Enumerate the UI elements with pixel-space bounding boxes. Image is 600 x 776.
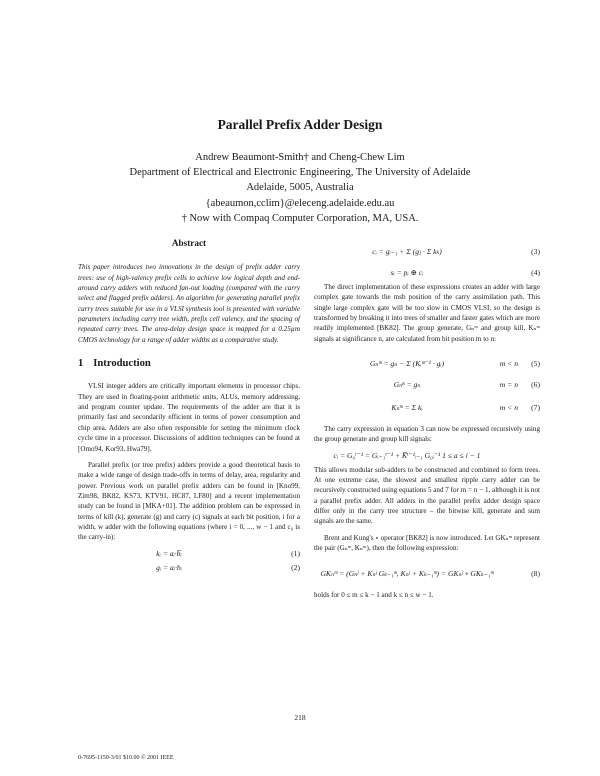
equation-8-condition: holds for 0 ≤ m ≤ k − 1 and k ≤ n ≤ w − 1.	[314, 590, 434, 599]
equation-recursive-body: cᵢ = G₀ⁱ⁻¹ = Gᵢ₋₁ⁱ⁻¹ + K̅ⁱ⁻¹ᵢ₋₁ G₀ᵢ⁻¹ 1 ≤ a ≤ i − 1	[333, 450, 481, 460]
equation-5-body: Gₙᵐ = gₙ − Σ (Kᵢᵐ⁻¹ · gᵢ)	[369, 359, 445, 369]
equation-3-body: cᵢ = gᵢ₋₁ + Σ (gⱼ · Σ kₖ)	[372, 247, 442, 256]
intro-paragraph-1: VLSI integer adders are critically important elements in processor chips. They are used in floating-point arithmetic units, ALUs, memory addressing, and program counter update. The requirements of the adder are that it is primarily fast and secondarily efficient in terms of power consumption and chip area. Adders are also often responsible for setting the minimum clock cycle time in a processor. Discussions of addition techniques can be found at [Omo94, Kor93, Hwa79].	[78, 382, 300, 453]
equation-2	[78, 563, 300, 577]
equation-8-number: (8)	[531, 568, 540, 578]
author-department: Department of Electrical and Electronic Engineering, The University of Adelaide	[129, 167, 471, 179]
left-column	[78, 238, 300, 577]
equation-3-number: (3)	[531, 247, 540, 256]
equation-7-condition: m < n	[499, 403, 518, 413]
right-paragraph-2: The carry expression in equation 3 can now be expressed recursively using the group generate and group kill signals:	[314, 425, 540, 444]
equation-6-body: Gₙⁿ = gₙ	[393, 380, 421, 390]
equation-8-body: GKₙᵐ = (Gₙʲ + Kₙʲ Gₖ₋₁ᵐ, Kₙʲ + Kₖ₋₁ᵐ) = GKₙʲ ∘ GKₖ₋₁ᵐ	[320, 568, 494, 578]
right-column	[314, 238, 540, 606]
abstract-text: This paper introduces two innovations in the design of prefix adder carry trees: use of high-valency prefix cells to achieve low logical depth and end-around carry adders with reduced fan-out loading (compared with the carry select and flagged prefix adders). An algorithm for generating parallel prefix carry trees suitable for use in a VLSI synthesis tool is presented with variable parameters including carry tree width, prefix cell valency, and the spacing of repeated carry trees. The area-delay design space is mapped for a 0.25µm CMOS technology for a range of adder widths as a comparative study.	[78, 263, 300, 344]
section-title: Introduction	[93, 358, 151, 370]
paper-title: Parallel Prefix Adder Design	[217, 117, 383, 132]
equation-3	[314, 238, 540, 268]
author-city: Adelaide, 5005, Australia	[246, 182, 354, 194]
abstract-heading: Abstract	[171, 238, 207, 248]
equation-1-body: kᵢ = aᵢ·b̅ᵢ	[156, 548, 182, 558]
equation-4	[314, 268, 540, 282]
equation-6-number: (6)	[531, 380, 540, 390]
equation-7-number: (7)	[531, 403, 540, 413]
right-paragraph-4: Brent and Kung's ∘ operator [BK82] is now introduced. Let GKₙᵐ represent the pair (Gₙᵐ, Kₙᵐ), then the following expression:	[314, 533, 540, 553]
equation-8	[314, 560, 540, 590]
right-paragraph-1: The direct implementation of these expressions creates an adder with large complex gate towards the msb position of the carry assimilation path. This single large complex gate will be too slow in CMOS VLSI, so the design is transformed by breaking it into trees of smaller and faster gates which are more readily implemented [BK82]. The group generate, Gₙᵐ and group kill, Kₙᵐ signals at significance n, are calculated from bit position m to n:	[314, 283, 540, 343]
equation-recursive	[314, 451, 540, 465]
equation-7	[314, 394, 540, 424]
equation-7-body: Kₙᵐ = Σ kᵢ	[391, 403, 423, 413]
author-email: {abeaumon,cclim}@eleceng.adelaide.edu.au	[205, 197, 395, 209]
author-block	[0, 150, 600, 226]
equation-2-body: gᵢ = aᵢ·bᵢ	[156, 562, 182, 572]
page-number: 218	[294, 713, 306, 722]
equation-1-number: (1)	[291, 548, 300, 558]
right-paragraph-3: This allows modular sub-adders to be constructed and combined to form trees. At one extreme case, the slowest and smallest ripple carry adder can be recursively constructed using equations 5 and 7 for m = n − 1, although it is not a parallel prefix adder. All adders in the parallel prefix adder design space differ only in the carry tree structure – the bitwise kill, generate and sum signals are the same.	[314, 465, 540, 526]
equation-2-number: (2)	[291, 562, 300, 572]
equation-4-body: sᵢ = pᵢ ⊕ cᵢ	[390, 268, 424, 277]
equation-6-condition: m = n	[499, 380, 518, 390]
section-number: 1	[78, 358, 84, 370]
equation-5-condition: m < n	[499, 359, 518, 369]
equation-5	[314, 350, 540, 380]
equation-6	[314, 380, 540, 394]
equation-4-number: (4)	[531, 268, 540, 277]
equation-1	[78, 549, 300, 563]
author-note: † Now with Compaq Computer Corporation, MA, USA.	[181, 212, 419, 224]
section-heading	[78, 359, 300, 369]
intro-paragraph-2: Parallel prefix (or tree prefix) adders provide a good theoretical basis to make a wide range of design trade-offs in terms of delay, area, regularity and power. Previous work on parallel prefix adders can be found in [Kno99, Zim98, BK82, KS73, KTV91, HC87, LF80] and a recent implementation study can be found in [MKA+01]. The addition problem can be expressed in terms of kill (k), generate (g) and carry (c) signals at each bit position, i for a width, w adder with the following equations (where i = 0, ..., w − 1 and c₀ is the carry-in):	[78, 460, 300, 542]
copyright-footer: 0-7695-1150-3/01 $10.00 © 2001 IEEE	[78, 755, 174, 761]
author-names: Andrew Beaumont-Smith† and Cheng-Chew Lim	[195, 152, 405, 163]
equation-5-number: (5)	[531, 359, 540, 369]
